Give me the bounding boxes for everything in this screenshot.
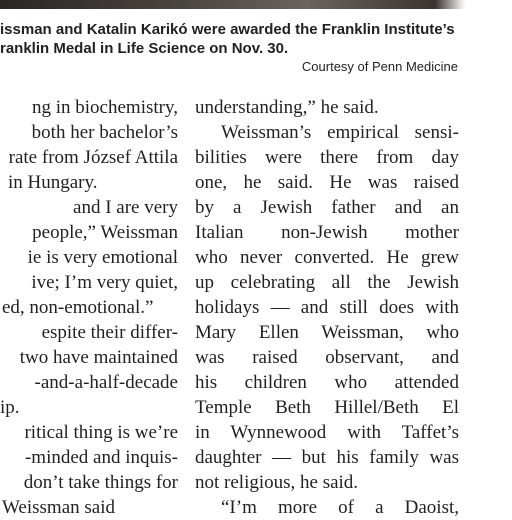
photo-caption bbox=[0, 20, 460, 58]
article-column-right bbox=[195, 95, 459, 520]
text-line: ritical thing is we’re bbox=[24, 422, 178, 443]
paragraph-start-line: “I’m more of a Daoist, bbox=[221, 497, 459, 518]
text-line: people,” Weissman bbox=[32, 222, 178, 243]
text-line: one, he said. He was raised bbox=[195, 172, 459, 193]
text-line: two have maintained bbox=[19, 347, 178, 368]
text-line: holidays — and still does with bbox=[195, 297, 459, 318]
text-line: understanding,” he said. bbox=[195, 97, 379, 118]
paragraph-start-line: Weissman’s empirical sensi- bbox=[221, 122, 459, 143]
text-line: espite their differ- bbox=[41, 322, 178, 343]
text-line: both her bachelor’s bbox=[31, 122, 178, 143]
text-line: Weissman said bbox=[2, 497, 115, 518]
text-line: -minded and inquis- bbox=[24, 447, 178, 468]
text-line: and I are very bbox=[73, 197, 178, 218]
caption-line: ranklin Medal in Life Science on Nov. 30. bbox=[0, 40, 289, 57]
text-line: his children who attended bbox=[195, 372, 459, 393]
text-line: ip. bbox=[0, 397, 20, 418]
text-line: Italian non-Jewish mother bbox=[195, 222, 459, 243]
text-line: ng in biochemistry, bbox=[32, 97, 178, 118]
text-line: ed, non-emotional.” bbox=[2, 297, 154, 318]
text-line: not religious, he said. bbox=[195, 472, 359, 493]
text-line: bilities were there from day bbox=[195, 147, 459, 168]
text-line: rate from József Attila bbox=[8, 147, 178, 168]
text-line: Mary Ellen Weissman, who bbox=[195, 322, 459, 343]
photo-credit: Courtesy of Penn Medicine bbox=[301, 59, 458, 74]
text-line: was raised observant, and bbox=[195, 347, 459, 368]
article-column-left bbox=[0, 95, 178, 520]
text-line: who never converted. He grew bbox=[195, 247, 459, 268]
text-line: -and-a-half-decade bbox=[34, 372, 178, 393]
article-photo bbox=[0, 0, 512, 9]
text-line: by a Jewish father and an bbox=[195, 197, 459, 218]
text-line: Temple Beth Hillel/Beth El bbox=[195, 397, 459, 418]
text-line: in Hungary. bbox=[8, 172, 98, 193]
text-line: daughter — but his family was bbox=[195, 447, 459, 468]
text-line: in Wynnewood with Taffet’s bbox=[195, 422, 459, 443]
text-line: ie is very emotional bbox=[27, 247, 178, 268]
caption-line: issman and Katalin Karikó were awarded the Franklin Institute’s bbox=[0, 21, 455, 38]
text-line: up celebrating all the Jewish bbox=[195, 272, 459, 293]
text-line: don’t take things for bbox=[23, 472, 178, 493]
text-line: ive; I’m very quiet, bbox=[31, 272, 178, 293]
